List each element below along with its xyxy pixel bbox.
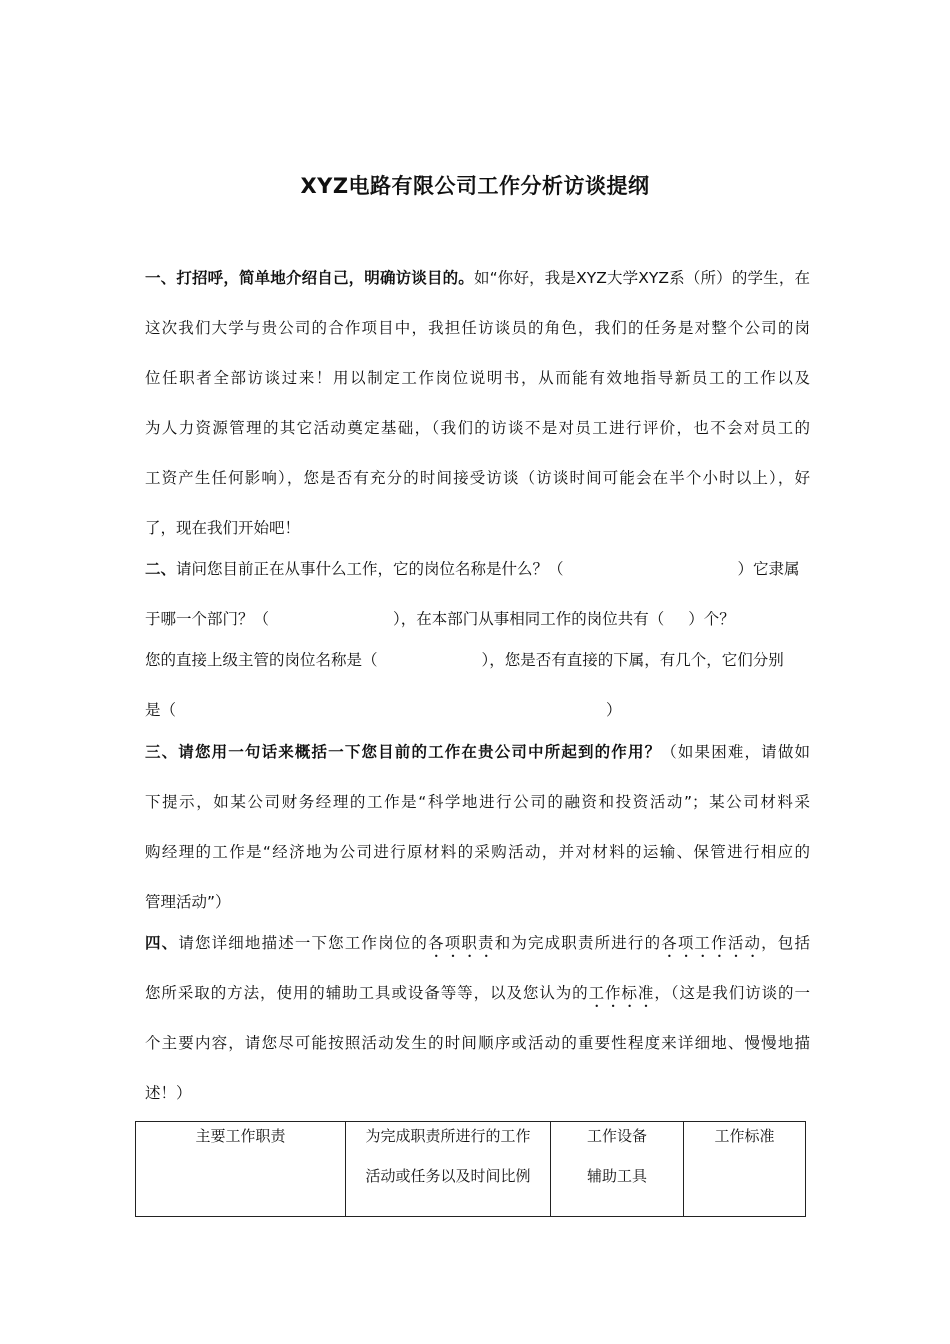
section4-line4: 述！） [145, 1084, 192, 1102]
section1-line4: 为人力资源管理的其它活动奠定基础，（我们的访谈不是对员工进行评价，也不会对员工的 [145, 419, 810, 437]
section2-number: 二、 [145, 560, 177, 578]
table-header-duties: 主要工作职责 [136, 1122, 346, 1217]
table-header-equipment: 工作设备 辅助工具 [551, 1122, 684, 1217]
section3-line1: 三、请您用一句话来概括一下您目前的工作在贵公司中所起到的作用？（如果困难，请做如 [145, 743, 810, 761]
section2-line4: 是（ ） [145, 701, 622, 719]
section1-line3: 位任职者全部访谈过来！用以制定工作岗位说明书，从而能有效地指导新员工的工作以及 [145, 369, 810, 387]
section2-line1: 二、请问您目前正在从事什么工作，它的岗位名称是什么？（ ）它隶属 [145, 560, 800, 578]
table-header-standard: 工作标准 [684, 1122, 806, 1217]
section1-line5: 工资产生任何影响），您是否有充分的时间接受访谈（访谈时间可能会在半个小时以上），好 [145, 469, 810, 487]
section3-line3: 购经理的工作是“经济地为公司进行原材料的采购活动，并对材料的运输、保管进行相应的 [145, 843, 810, 861]
page-title: XYZ电路有限公司工作分析访谈提纲 [300, 174, 650, 198]
section1-line2: 这次我们大学与贵公司的合作项目中，我担任访谈员的角色，我们的任务是对整个公司的岗 [145, 319, 810, 337]
duties-table [135, 1121, 806, 1217]
emphasis-standard: 工作标准 [588, 984, 655, 1002]
table-header-activities: 为完成职责所进行的工作 活动或任务以及时间比例 [346, 1122, 551, 1217]
section1-heading: 一、打招呼，简单地介绍自己，明确访谈目的。 [145, 269, 474, 287]
section1-line1 [145, 268, 810, 288]
section3-heading: 三、请您用一句话来概括一下您目前的工作在贵公司中所起到的作用？ [145, 743, 662, 761]
section4-line3: 个主要内容，请您尽可能按照活动发生的时间顺序或活动的重要性程度来详细地、慢慢地描 [145, 1034, 810, 1052]
section1-text: 如“你好，我是XYZ大学XYZ系（所）的学生，在 [473, 269, 810, 287]
table-header-row [136, 1122, 806, 1217]
section2-line3: 您的直接上级主管的岗位名称是（ ），您是否有直接的下属，有几个，它们分别 [145, 651, 784, 669]
section2-line2: 于哪一个部门？（ ），在本部门从事相同工作的岗位共有（ ）个？ [145, 610, 735, 628]
section4-number: 四、 [145, 934, 179, 952]
section4-line2: 您所采取的方法，使用的辅助工具或设备等等，以及您认为的工作标准，（这是我们访谈的一 [145, 984, 810, 1002]
section3-line4: 管理活动”） [145, 893, 231, 911]
section4-line1: 四、请您详细地描述一下您工作岗位的各项职责和为完成职责所进行的各项工作活动，包括 [145, 934, 810, 952]
emphasis-duties: 各项职责 [428, 934, 495, 952]
section1-line6: 了，现在我们开始吧！ [145, 519, 301, 537]
emphasis-activities: 各项工作活动 [661, 934, 762, 952]
section3-line2: 下提示，如某公司财务经理的工作是“科学地进行公司的融资和投资活动”；某公司材料采 [145, 793, 810, 811]
